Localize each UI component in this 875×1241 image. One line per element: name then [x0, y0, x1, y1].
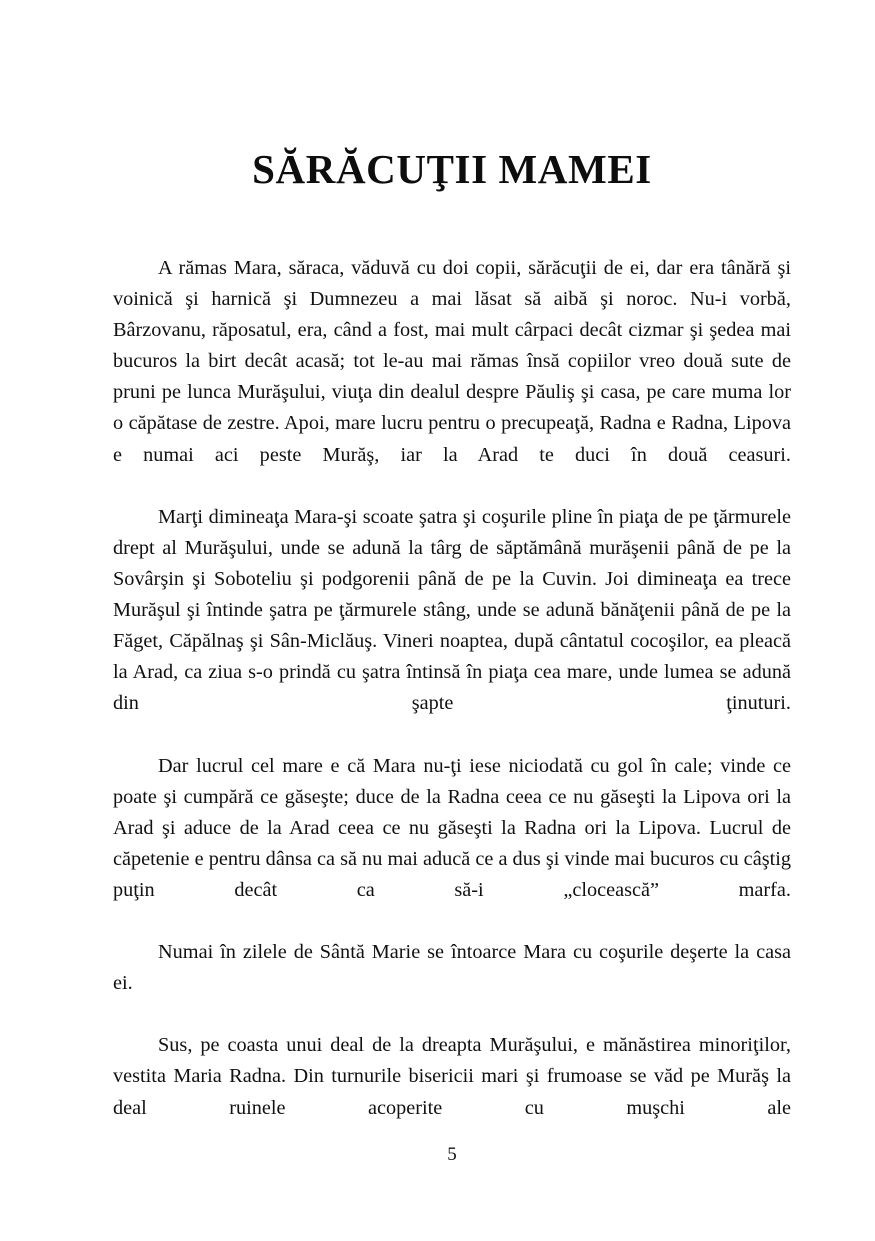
body-text: [113, 253, 791, 1155]
paragraph: Marţi dimineaţa Mara-şi scoate şatra şi coşurile pline în piaţa de pe ţărmurele drept al Murăşului, unde se adună la târg de săptămână murăşenii până de pe la Sovârşin şi Soboteliu şi podgorenii până de pe la Cuvin. Joi dimineaţa ea trece Murăşul şi întinde şatra pe ţărmurele stâng, unde se adună bănăţenii până de pe la Făget, Căpălnaş şi Sân-Miclăuş. Vineri noaptea, după cântatul cocoşilor, ea pleacă la Arad, ca ziua s-o prindă cu şatra întinsă în piaţa cea mare, unde lumea se adună din şapte ţinuturi.: [113, 505, 791, 715]
paragraph: Dar lucrul cel mare e că Mara nu-ţi iese niciodată cu gol în cale; vinde ce poate şi cumpără ce găseşte; duce de la Radna ceea ce nu găseşti la Lipova ori la Arad şi aduce de la Arad ceea ce nu găseşti la Radna ori la Lipova. Lucrul de căpetenie e pentru dânsa ca să nu mai aducă ce a dus şi vinde mai bucuros cu câştig puţin decât ca să-i „clocească” marfa.: [113, 754, 791, 901]
paragraph: A rămas Mara, săraca, văduvă cu doi copii, sărăcuţii de ei, dar era tânără şi voinică şi harnică şi Dumnezeu a mai lăsat să aibă şi noroc. Nu-i vorbă, Bârzovanu, răposatul, era, când a fost, mai mult cârpaci decât cizmar şi şedea mai bucuros la birt decât acasă; tot le-au mai rămas însă copiilor vreo două sute de pruni pe lunca Murăşului, viuţa din dealul despre Păuliş şi casa, pe care muma lor o căpătase de zestre. Apoi, mare lucru pentru o precupeaţă, Radna e Radna, Lipova e numai aci peste Murăş, iar la Arad te duci în două ceasuri.: [113, 257, 791, 466]
paragraph: Numai în zilele de Sântă Marie se întoarce Mara cu coşurile deşerte la casa ei.: [113, 941, 791, 995]
page-number: 5: [447, 1144, 457, 1165]
paragraph: Sus, pe coasta unui deal de la dreapta Murăşului, e mănăstirea minoriţilor, vestita Maria Radna. Din turnurile bisericii mari şi frumoase se văd pe Murăş la deal ruinele acoperite cu muşchi ale: [113, 1034, 791, 1119]
chapter-title: SĂRĂCUŢII MAMEI: [252, 146, 652, 192]
